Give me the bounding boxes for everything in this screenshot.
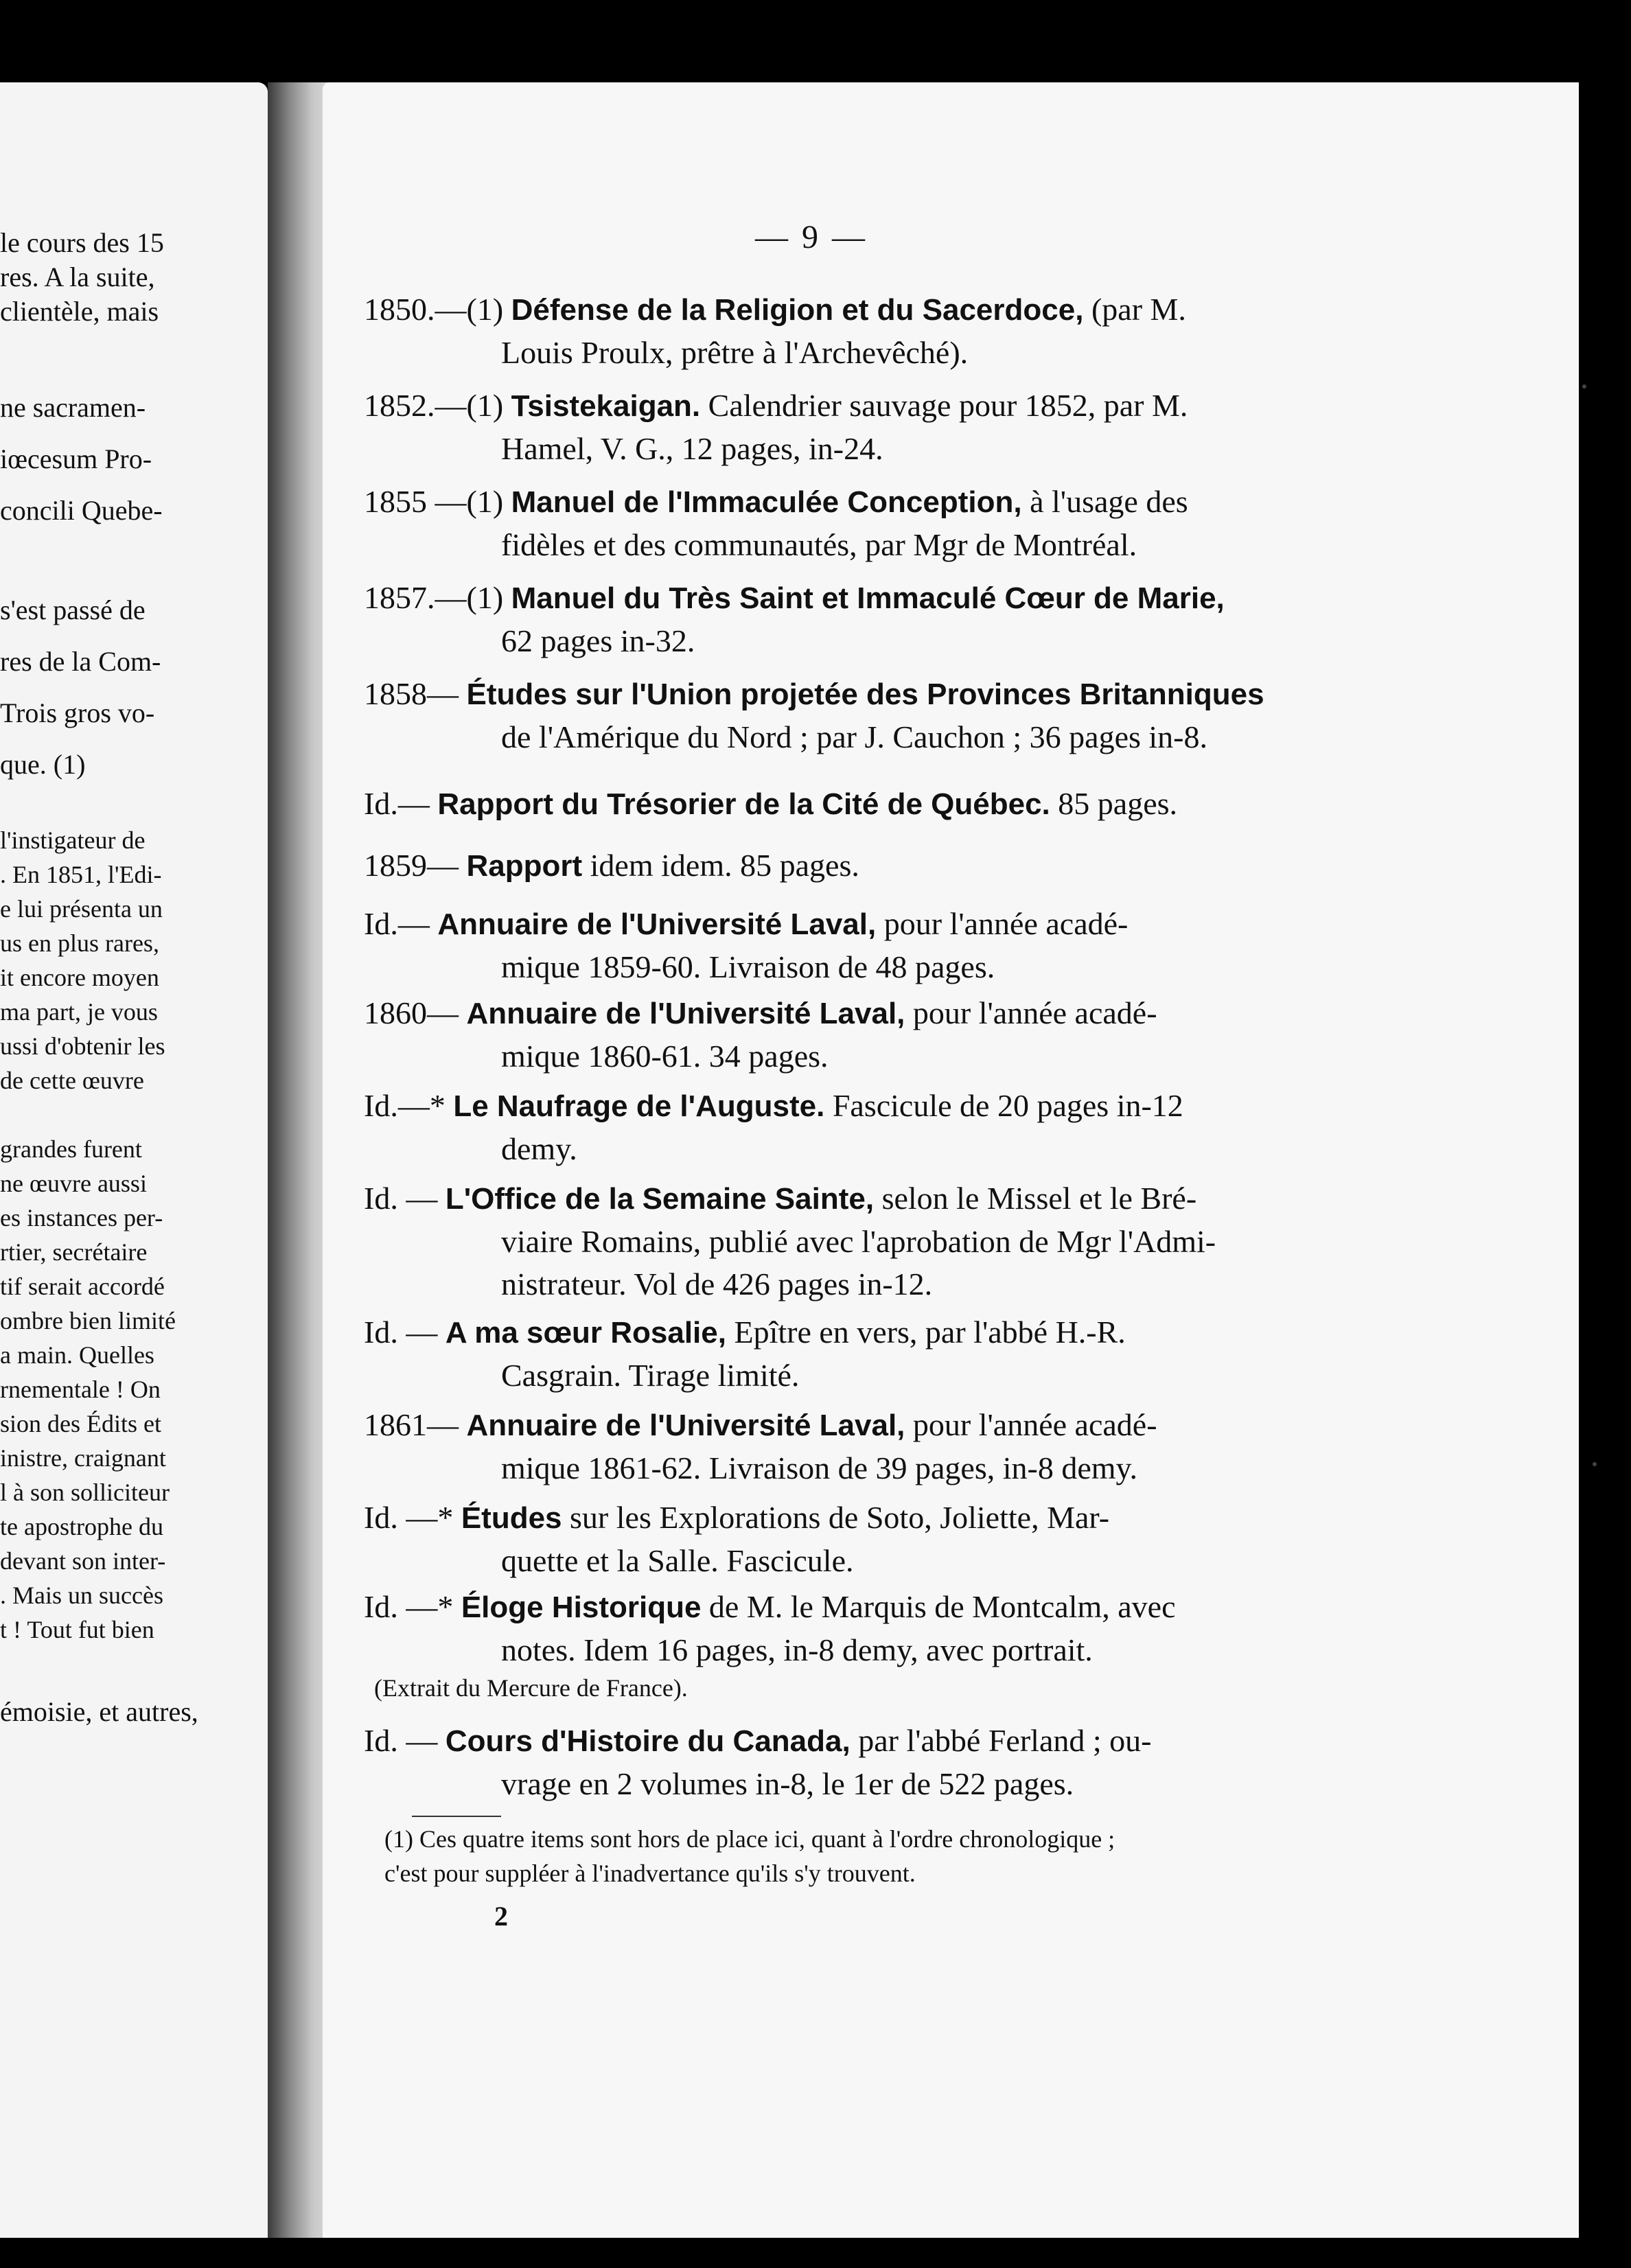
left-page-line: res. A la suite, [0, 262, 155, 292]
entry-year: Id. — [364, 1723, 438, 1758]
left-page-line: clientèle, mais [0, 296, 159, 327]
entry-rest: idem idem. 85 pages. [582, 848, 859, 883]
entry-continuation: demy. [501, 1131, 577, 1166]
left-page-line: inistre, craignant [0, 1444, 166, 1472]
entry-continuation: mique 1861-62. Livraison de 39 pages, in-8 demy. [501, 1450, 1138, 1485]
left-page-line: e lui présenta un [0, 895, 163, 923]
left-page-line: émoisie, et autres, [0, 1696, 198, 1727]
left-page-line: it encore moyen [0, 964, 159, 991]
entry-continuation: notes. Idem 16 pages, in-8 demy, avec portrait. [501, 1632, 1093, 1667]
entry-title: Annuaire de l'Université Laval, [437, 907, 877, 941]
entry-continuation: viaire Romains, publié avec l'aprobation de Mgr l'Admi- [501, 1224, 1216, 1259]
entry-rest: Calendrier sauvage pour 1852, par M. [700, 388, 1188, 423]
entry-rest: par l'abbé Ferland ; ou- [850, 1723, 1152, 1758]
left-page-line: s'est passé de [0, 594, 146, 625]
entry-year: Id.— [364, 906, 430, 941]
entry-title: Manuel de l'Immaculée Conception, [511, 485, 1022, 519]
entry-title: Le Naufrage de l'Auguste. [453, 1089, 825, 1123]
entry-rest: pour l'année acadé- [905, 1407, 1157, 1442]
entry-rest: pour l'année acadé- [876, 906, 1129, 941]
page-number: — 9 — [755, 219, 868, 255]
entry-year: Id. —* [364, 1589, 454, 1624]
entry-year: Id. — [364, 1181, 438, 1216]
entry-year: 1852.—(1) [364, 388, 504, 423]
left-page-line: rtier, secrétaire [0, 1238, 148, 1266]
entry-title: Rapport [466, 849, 583, 883]
entry-year: 1857.—(1) [364, 580, 504, 615]
footnote-rule [412, 1816, 501, 1817]
bibliography-entry [364, 783, 1380, 826]
entry-rest: 85 pages. [1050, 786, 1178, 821]
entry-title: Études [461, 1501, 562, 1535]
speck [1593, 1462, 1597, 1466]
bibliography-entry [364, 673, 1380, 759]
entry-year: Id. — [364, 1315, 438, 1350]
left-page-line: . Mais un succès [0, 1582, 163, 1609]
entry-rest: à l'usage des [1021, 484, 1188, 519]
entry-year: 1855 —(1) [364, 484, 504, 519]
entry-year: 1859— [364, 848, 459, 883]
entry-title: Annuaire de l'Université Laval, [466, 1409, 905, 1442]
bibliography-entry [364, 384, 1380, 470]
entry-rest: pour l'année acadé- [905, 995, 1157, 1030]
entry-continuation: Casgrain. Tirage limité. [501, 1358, 800, 1393]
entry-year: 1858— [364, 676, 459, 711]
entry-continuation: Hamel, V. G., 12 pages, in-24. [501, 431, 883, 466]
entry-rest: sur les Explorations de Soto, Joliette, Mar- [562, 1500, 1110, 1535]
left-page-line: ma part, je vous [0, 998, 158, 1026]
bibliography-entry [364, 1085, 1380, 1170]
entry-continuation: Louis Proulx, prêtre à l'Archevêché). [501, 335, 969, 370]
entry-year: Id.—* [364, 1088, 446, 1123]
bibliography-entry [364, 1404, 1380, 1490]
bibliography-entry [364, 288, 1380, 374]
entry-rest: de M. le Marquis de Montcalm, avec [701, 1589, 1176, 1624]
left-page-line: res de la Com- [0, 646, 161, 677]
entry-continuation: nistrateur. Vol de 426 pages in-12. [501, 1266, 933, 1301]
left-page-line: a main. Quelles [0, 1341, 154, 1369]
entry-continuation: mique 1860-61. 34 pages. [501, 1039, 829, 1074]
entry-title: Études sur l'Union projetée des Provinces Britanniques [466, 678, 1264, 711]
entry-year: 1861— [364, 1407, 459, 1442]
left-page-line: us en plus rares, [0, 929, 159, 957]
entry-year: 1850.—(1) [364, 292, 504, 327]
footnote-line-1: (1) Ces quatre items sont hors de place ici, quant à l'ordre chronologique ; [384, 1825, 1115, 1853]
left-page [0, 82, 268, 2238]
entry-year: 1860— [364, 995, 459, 1030]
entry-title: Annuaire de l'Université Laval, [466, 997, 905, 1030]
left-page-line: concili Quebe- [0, 495, 163, 526]
left-page-line: iœcesum Pro- [0, 443, 152, 474]
entry-rest: Epître en vers, par l'abbé H.-R. [726, 1315, 1126, 1350]
entry-continuation: quette et la Salle. Fascicule. [501, 1543, 854, 1578]
bibliography-entry [364, 1720, 1380, 1805]
left-page-line: ne œuvre aussi [0, 1170, 147, 1197]
left-page-line: . En 1851, l'Edi- [0, 861, 162, 888]
signature-mark: 2 [494, 1901, 508, 1932]
footnote-line-2: c'est pour suppléer à l'inadvertance qu'ils s'y trouvent. [384, 1860, 916, 1887]
bibliography-entry [364, 992, 1380, 1078]
left-page-line: te apostrophe du [0, 1513, 163, 1540]
bibliography-entry [364, 1311, 1380, 1397]
bibliography-entry [364, 481, 1380, 566]
left-page-line: t ! Tout fut bien [0, 1616, 154, 1643]
extract-note: (Extrait du Mercure de France). [374, 1674, 688, 1702]
bibliography-entry [364, 903, 1380, 988]
left-page-line: es instances per- [0, 1204, 163, 1231]
left-page-line: l à son solliciteur [0, 1479, 170, 1506]
entry-title: Manuel du Très Saint et Immaculé Cœur de Marie, [511, 581, 1225, 615]
bibliography-entry [364, 844, 1380, 888]
entry-rest: selon le Missel et le Bré- [874, 1181, 1197, 1216]
left-page-line: ne sacramen- [0, 392, 146, 423]
entry-continuation: fidèles et des communautés, par Mgr de Montréal. [501, 527, 1137, 562]
entry-year: Id.— [364, 786, 430, 821]
speck [1582, 384, 1586, 389]
left-page-line: tif serait accordé [0, 1273, 165, 1300]
entry-continuation: de l'Amérique du Nord ; par J. Cauchon ; 36 pages in-8. [501, 719, 1208, 754]
left-page-line: rnementale ! On [0, 1376, 161, 1403]
left-page-line: ombre bien limité [0, 1307, 176, 1334]
left-page-line: grandes furent [0, 1135, 142, 1163]
left-page-line: que. (1) [0, 749, 86, 780]
entry-rest: (par M. [1083, 292, 1186, 327]
bibliography-entry [364, 1496, 1380, 1582]
bibliography-entry [364, 1586, 1380, 1671]
bibliography-entry [364, 577, 1380, 662]
entry-title: A ma sœur Rosalie, [445, 1316, 726, 1350]
entry-continuation: mique 1859-60. Livraison de 48 pages. [501, 949, 995, 984]
left-page-line: de cette œuvre [0, 1067, 144, 1094]
left-page-line: l'instigateur de [0, 826, 146, 854]
entry-title: Éloge Historique [461, 1590, 702, 1624]
entry-continuation: vrage en 2 volumes in-8, le 1er de 522 pages. [501, 1766, 1074, 1801]
entry-title: Cours d'Histoire du Canada, [445, 1724, 851, 1758]
entry-rest: Fascicule de 20 pages in-12 [824, 1088, 1183, 1123]
bibliography-entry [364, 1177, 1380, 1306]
entry-title: Défense de la Religion et du Sacerdoce, [511, 293, 1084, 327]
left-page-line: ussi d'obtenir les [0, 1032, 165, 1060]
entry-year: Id. —* [364, 1500, 454, 1535]
left-page-line: Trois gros vo- [0, 697, 155, 728]
left-page-line: devant son inter- [0, 1547, 166, 1575]
left-page-line: le cours des 15 [0, 227, 164, 258]
entry-title: Tsistekaigan. [511, 389, 701, 423]
left-page-line: sion des Édits et [0, 1410, 161, 1437]
entry-continuation: 62 pages in-32. [501, 623, 695, 658]
entry-title: Rapport du Trésorier de la Cité de Québec. [437, 787, 1050, 821]
entry-title: L'Office de la Semaine Sainte, [445, 1182, 875, 1216]
